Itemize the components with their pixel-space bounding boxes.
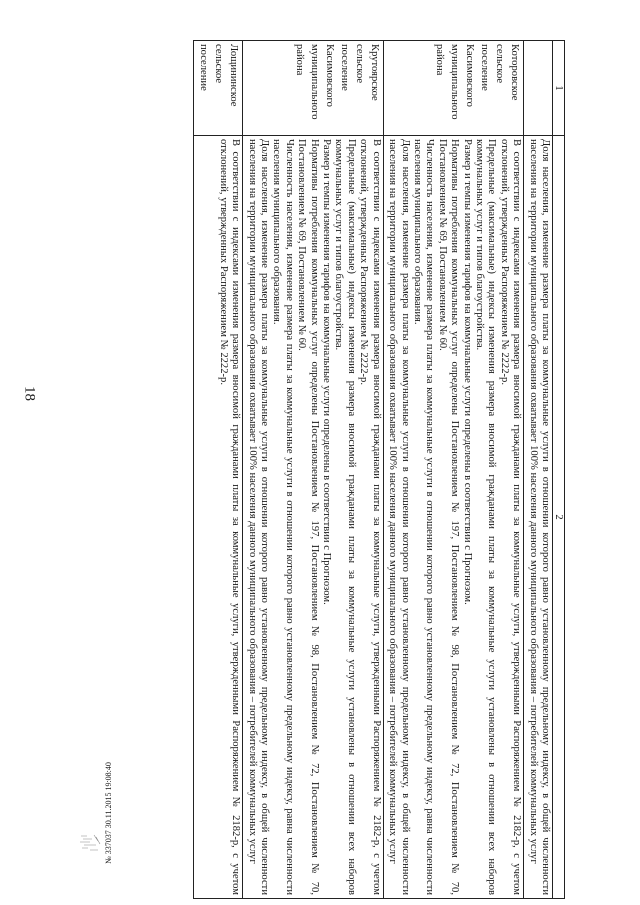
description-paragraph: Численность населения, изменение размера платы за коммунальные услуги в отношении которого равно установленному предельному индексу, равна численности населения муниципального образования. — [411, 139, 436, 895]
page-number: 18 — [21, 386, 38, 401]
settlement-name-cell — [524, 41, 553, 136]
settlement-name-line: муниципального — [308, 44, 320, 120]
settlement-name-line: Лощининское — [228, 44, 240, 107]
table-row — [194, 41, 243, 899]
description-paragraph: Размер и темпы изменения тарифов на коммунальные услуги определены в соответствии с Прогнозом. — [461, 139, 473, 605]
table-container — [130, 40, 565, 898]
settlement-name-cell — [243, 41, 383, 136]
description-paragraph: Размер и темпы изменения тарифов на коммунальные услуги определены в соответствии с Прогнозом. — [321, 139, 333, 605]
description-cell — [524, 136, 553, 899]
settlement-name-line: района — [293, 44, 305, 76]
settlement-name-line: Которовское — [509, 44, 521, 101]
settlement-name-cell — [194, 41, 243, 136]
description-cell — [194, 136, 243, 899]
description-paragraph: В соответствии с индексами изменения размера вносимой гражданами платы за коммунальные услуги, утвержденными Распоряжением № 2182-р, с учетом отклонений, утвержденных Распоряжением № 2222-р. — [217, 139, 242, 895]
description-paragraph: Численность населения, изменение размера платы за коммунальные услуги в отношении которого равно установленному предельному индексу, равна численности населения муниципального образования. — [271, 139, 295, 895]
settlement-name-cell — [383, 41, 523, 136]
stamp-mark — [78, 832, 104, 854]
settlement-name-line: муниципального — [449, 44, 461, 120]
header-row — [553, 41, 565, 899]
table-row — [383, 41, 523, 899]
table-row — [524, 41, 553, 899]
settlement-name-line: Касимовского — [323, 44, 335, 107]
description-paragraph: Нормативы потребления коммунальных услуг определены Постановлением № 197, Постановлением № 98, Постановлением № 72, Постановлением № 70, Постановлением № 69, Постановлением № 60. — [436, 139, 461, 895]
document-reference — [104, 762, 114, 864]
settlement-name-line: сельское поселение — [198, 44, 225, 91]
description-paragraph: В соответствии с индексами изменения размера вносимой гражданами платы за коммунальные услуги, утвержденными Распоряжением № 2182-р, с учетом отклонений, утвержденных Распоряжением № 2222-р. — [498, 139, 523, 895]
document-reference-text: № 337037 30.11.2015 19:08:40 — [104, 762, 113, 864]
settlement-name-line: Крутоярское — [368, 44, 380, 101]
header-cell-1: 1 — [553, 41, 565, 136]
description-paragraph: Предельные (максимальные) индексы изменения размера вносимой гражданами платы за коммунальные услуги установлены в отношении всех наборов коммунальных услуг и типов благоустройства. — [333, 139, 357, 895]
settlement-name-line: Касимовского — [464, 44, 476, 107]
description-paragraph: Доля населения, изменение размера платы за коммунальные услуги в отношении которого равно установленному предельному индексу, в общей численности населения на территории муниципального образования охватывает 100% населения данного муниципального образования – потребителей коммунальных услуг — [387, 139, 411, 895]
services-table — [193, 40, 565, 899]
header-cell-2: 2 — [553, 136, 565, 899]
settlement-name-line: сельское поселение — [479, 44, 506, 91]
table-row — [243, 41, 383, 899]
description-paragraph: Доля населения, изменение размера платы за коммунальные услуги в отношении которого равно установленному предельному индексу, в общей численности населения на территории муниципального образования охватывает 100% населения данного муниципального образования – потребителей коммунальных услуг — [246, 139, 271, 895]
description-cell — [383, 136, 523, 899]
settlement-name-line: сельское поселение — [338, 44, 365, 91]
description-paragraph: Нормативы потребления коммунальных услуг определены Постановлением № 197, Постановлением № 98, Постановлением № 72, Постановлением № 70, Постановлением № 69, Постановлением № 60. — [296, 139, 320, 895]
settlement-name-line: района — [434, 44, 446, 76]
description-paragraph: В соответствии с индексами изменения размера вносимой гражданами платы за коммунальные услуги, утвержденными Распоряжением № 2182-р, с учетом отклонений, утвержденных Распоряжением № 2222-р. — [358, 139, 382, 895]
description-paragraph: Предельные (максимальные) индексы изменения размера вносимой гражданами платы за коммунальные услуги установлены в отношении всех наборов коммунальных услуг и типов благоустройства. — [473, 139, 498, 895]
description-cell — [243, 136, 383, 899]
description-paragraph: Доля населения, изменение размера платы за коммунальные услуги в отношении которого равно установленному предельному индексу, в общей численности населения на территории муниципального образования охватывает 100% населения данного муниципального образования – потребителей коммунальных услуг — [527, 139, 551, 895]
